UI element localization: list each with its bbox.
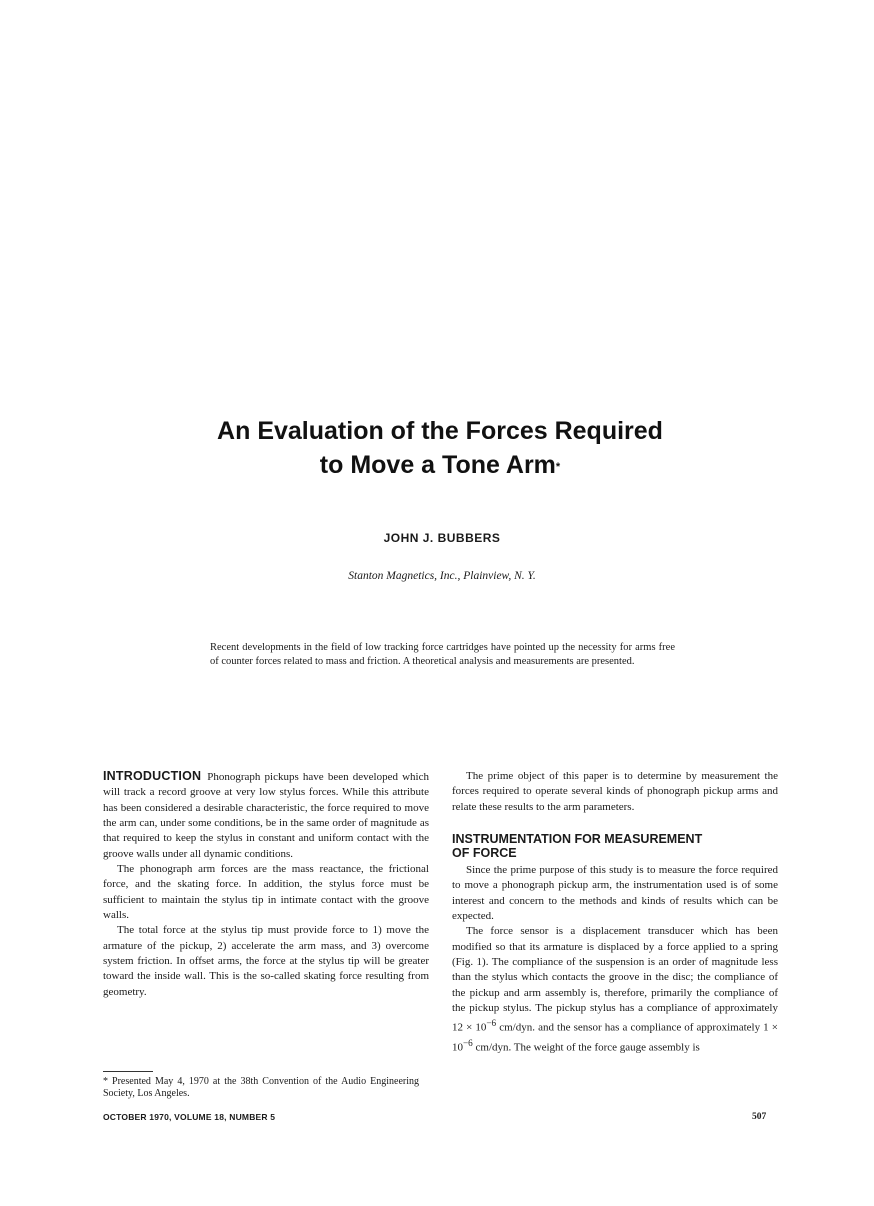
footnote-rule	[103, 1071, 153, 1072]
title-line-2	[180, 448, 700, 482]
instr-p2-exponent-2: −6	[463, 1038, 473, 1049]
introduction-heading: INTRODUCTION	[103, 769, 202, 783]
author-name: JOHN J. BUBBERS	[383, 531, 501, 545]
title-footnote-mark: *	[555, 461, 561, 473]
instrumentation-heading-line-2: OF FORCE	[452, 846, 517, 861]
intro-paragraph-3: The total force at the stylus tip must provide force to 1) move the armature of the pickup, 2) accelerate the arm mass, and 3) overcome system friction. In offset arms, the force at the stylus tip will be greater toward the inside wall. This is the so-called skating force resulting from geometry.	[103, 924, 429, 998]
left-column	[103, 769, 429, 1000]
instrumentation-paragraph-1: Since the prime purpose of this study is to measure the force required to move a phonograph pickup arm, the instrumentation used is of some interest and concern to the methods and kinds of results which can be expected.	[452, 864, 778, 923]
instrumentation-heading-line-1: INSTRUMENTATION FOR MEASUREMENT	[452, 832, 703, 847]
abstract: Recent developments in the field of low tracking force cartridges have pointed up the necessity for arms free of counter forces related to mass and friction. A theoretical analysis and measurements are presented.	[210, 642, 675, 667]
instr-p2-part-1: The force sensor is a displacement transducer which has been modified so that its armature is displaced by a force applied to a spring (Fig. 1). The compliance of the suspension is an order of magnitude less than the stylus which contacts the groove in the disc; the compliance of the pickup and arm assembly is, therefore, primarily the compliance of the pickup stylus. The pickup stylus has a compliance of approximately 12 × 10	[452, 925, 778, 1035]
instrumentation-paragraph-2	[452, 924, 778, 1056]
intro-paragraph-1-text: Phonograph pickups have been developed which will track a record groove at very low stylus forces. While this attribute has been considered a desirable characteristic, the force required to move the arm can, under some conditions, be in the same order of magnitude as that required to keep the stylus in constant and uniform contact with the groove walls under all dynamic conditions.	[103, 771, 429, 860]
instrumentation-heading	[452, 832, 778, 860]
instr-p2-part-2: cm/dyn. and the sensor has a compliance of approximately 1 × 10	[452, 1022, 778, 1055]
author-affiliation: Stanton Magnetics, Inc., Plainview, N. Y.	[348, 570, 536, 582]
journal-info: OCTOBER 1970, VOLUME 18, NUMBER 5	[103, 1112, 276, 1122]
intro-paragraph-2: The phonograph arm forces are the mass reactance, the frictional force, and the skating force. In addition, the stylus force must be sufficient to maintain the stylus tip in intimate contact with the groove walls.	[103, 863, 429, 922]
instr-p2-part-3: cm/dyn. The weight of the force gauge assembly is	[472, 1042, 700, 1055]
paper-title	[180, 414, 700, 482]
title-line-1: An Evaluation of the Forces Required	[217, 417, 663, 445]
intro-paragraph-1	[103, 769, 429, 862]
page-number: 507	[752, 1112, 767, 1122]
intro-paragraph-4: The prime object of this paper is to determine by measurement the forces required to operate several kinds of phonograph pickup arms and relate these results to the arm parameters.	[452, 770, 778, 813]
right-column	[452, 769, 778, 1056]
title-line-2-text: to Move a Tone Arm	[319, 451, 556, 479]
footnote: * Presented May 4, 1970 at the 38th Convention of the Audio Engineering Society, Los Angeles.	[103, 1076, 419, 1099]
instr-p2-exponent-1: −6	[486, 1018, 497, 1029]
